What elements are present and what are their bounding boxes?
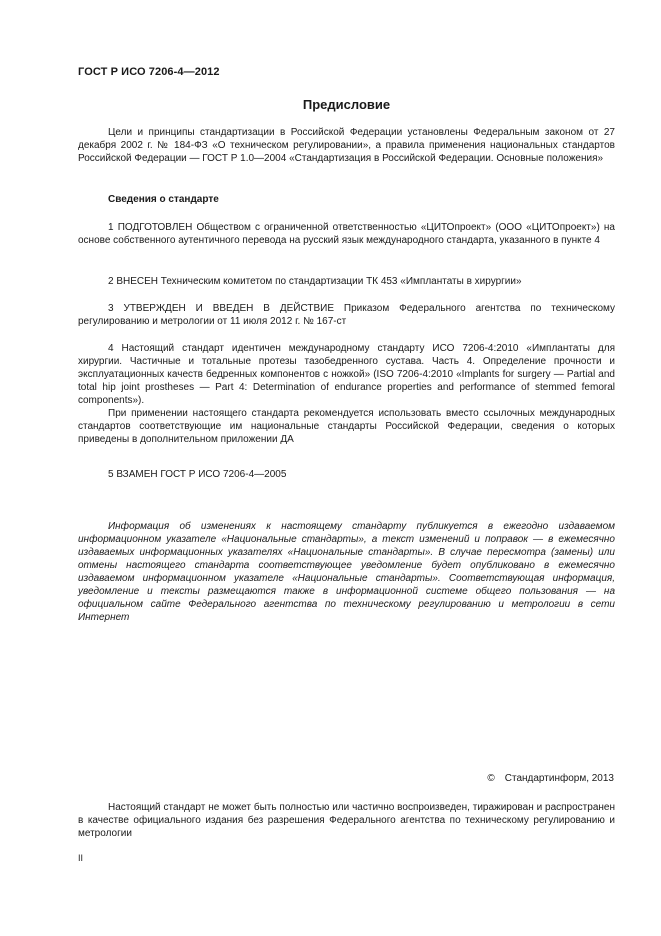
- item-4-note: При применении настоящего стандарта рекомендуется использовать вместо ссылочных международных стандартов соответствующие им национальные стандарты Российской Федерации, сведения о которых приведены в дополнительном приложении ДА: [78, 408, 615, 445]
- item-1: 1 ПОДГОТОВЛЕН Обществом с ограниченной ответственностью «ЦИТОпроект» (ООО «ЦИТОпроект») на основе собственного аутентичного перевода на русский язык международного стандарта, указанного в пункте 4: [78, 222, 615, 246]
- item-3-block: [78, 302, 615, 328]
- copyright-symbol: ©: [487, 773, 495, 784]
- item-1-block: [78, 221, 615, 247]
- preface-intro: Цели и принципы стандартизации в Российской Федерации установлены Федеральным законом от 27 декабря 2002 г. № 184-ФЗ «О техническом регулировании», а правила применения национальных стандартов Российской Федерации — ГОСТ Р 1.0—2004 «Стандартизация в Российской Федерации. Основные положения»: [78, 127, 615, 164]
- copyright: [487, 773, 614, 784]
- item-5: 5 ВЗАМЕН ГОСТ Р ИСО 7206-4—2005: [108, 469, 287, 480]
- copyright-text: Стандартинформ, 2013: [504, 773, 614, 784]
- page-number: II: [78, 853, 84, 863]
- item-2: 2 ВНЕСЕН Техническим комитетом по стандартизации ТК 453 «Имплантаты в хирургии»: [108, 276, 522, 287]
- reproduction-notice: Настоящий стандарт не может быть полностью или частично воспроизведен, тиражирован и распространен в качестве официального издания без разрешения Федерального агентства по техническому регулированию и метрологии: [78, 802, 615, 839]
- standard-info-subtitle: Сведения о стандарте: [108, 194, 219, 205]
- item-4-block: [78, 342, 615, 446]
- info-notice-block: [78, 520, 615, 624]
- item-4: 4 Настоящий стандарт идентичен международному стандарту ИСО 7206-4:2010 «Имплантаты для хирургии. Частичные и тотальные протезы тазобедренного сустава. Часть 4. Определение прочности и эксплуатационных качеств бедренных компонентов с ножкой» (ISO 7206-4:2010 «Implants for surgery — Partial and total hip joint prostheses — Part 4: Determination of endurance properties and performance of stemmed femoral components»).: [78, 343, 615, 406]
- preface-title: Предисловие: [302, 97, 391, 112]
- reproduction-notice-block: [78, 801, 615, 840]
- item-2-block: [78, 275, 615, 288]
- item-3: 3 УТВЕРЖДЕН И ВВЕДЕН В ДЕЙСТВИЕ Приказом Федерального агентства по техническому регулированию и метрологии от 11 июля 2012 г. № 167-ст: [78, 303, 615, 327]
- document-code: ГОСТ Р ИСО 7206-4—2012: [78, 66, 220, 78]
- preface-intro-block: [78, 126, 615, 165]
- item-5-block: [78, 468, 615, 481]
- info-notice: Информация об изменениях к настоящему стандарту публикуется в ежегодно издаваемом информационном указателе «Национальные стандарты», а текст изменений и поправок — в ежемесячно издаваемых информационных указателях «Национальные стандарты». В случае пересмотра (замены) или отмены настоящего стандарта соответствующее уведомление будет опубликовано в ежемесячно издаваемом информационном указателе «Национальные стандарты». Соответствующая информация, уведомление и тексты размещаются также в информационной системе общего пользования — на официальном сайте Федерального агентства по техническому регулированию и метрологии в сети Интернет: [78, 521, 615, 623]
